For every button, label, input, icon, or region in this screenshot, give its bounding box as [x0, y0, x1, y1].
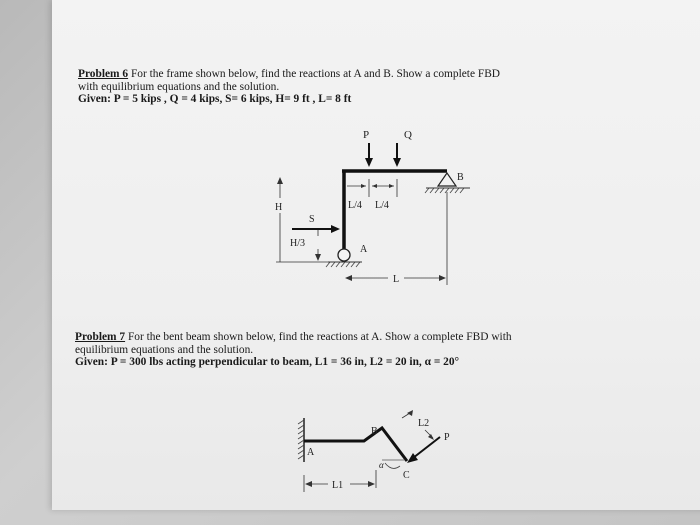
- label-b: B: [457, 172, 464, 183]
- label-l1: L1: [332, 480, 344, 491]
- problem-7-given-values: P = 300 lbs acting perpendicular to beam, L1 = 36 in, L2 = 20 in, α = 20°: [107, 356, 460, 368]
- label-p: P: [363, 129, 370, 141]
- label-l: L: [393, 274, 400, 285]
- label-l2: L2: [418, 418, 430, 429]
- problem-7-given-label: Given:: [75, 356, 108, 368]
- label-q: Q: [404, 129, 412, 141]
- bent-beam: [304, 428, 407, 461]
- label-h3: H/3: [290, 238, 305, 249]
- label-l4-first: L/4: [348, 200, 362, 211]
- label-alpha: α: [379, 460, 384, 470]
- problem-7-text-2: equilibrium equations and the solution.: [75, 343, 254, 356]
- problem-7-text-1: For the bent beam shown below, find the reactions at A. Show a complete FBD with: [125, 331, 512, 343]
- problem-6-title: Problem 6: [78, 68, 129, 80]
- wall-hatch: [298, 420, 304, 459]
- label-p7: P: [444, 432, 450, 443]
- label-s: S: [309, 214, 315, 225]
- label-l4-second: L/4: [375, 200, 389, 211]
- problem-6-given-values: P = 5 kips , Q = 4 kips, S= 6 kips, H= 9 ft , L= 8 ft: [110, 93, 352, 105]
- problem-6-text-1: For the frame shown below, find the reactions at A and B. Show a complete FBD: [128, 68, 501, 80]
- problem-6-given-label: Given:: [78, 93, 111, 105]
- problem-6-text-2: with equilibrium equations and the solution.: [78, 80, 280, 93]
- label-a: A: [360, 244, 368, 255]
- problem-7-title: Problem 7: [75, 331, 126, 343]
- alpha-arc: [385, 463, 400, 468]
- label-c7: C: [403, 470, 410, 481]
- load-arrow-p7: [407, 437, 440, 463]
- label-b7: B: [371, 426, 378, 437]
- label-h: H: [275, 202, 283, 213]
- label-a7: A: [307, 447, 315, 458]
